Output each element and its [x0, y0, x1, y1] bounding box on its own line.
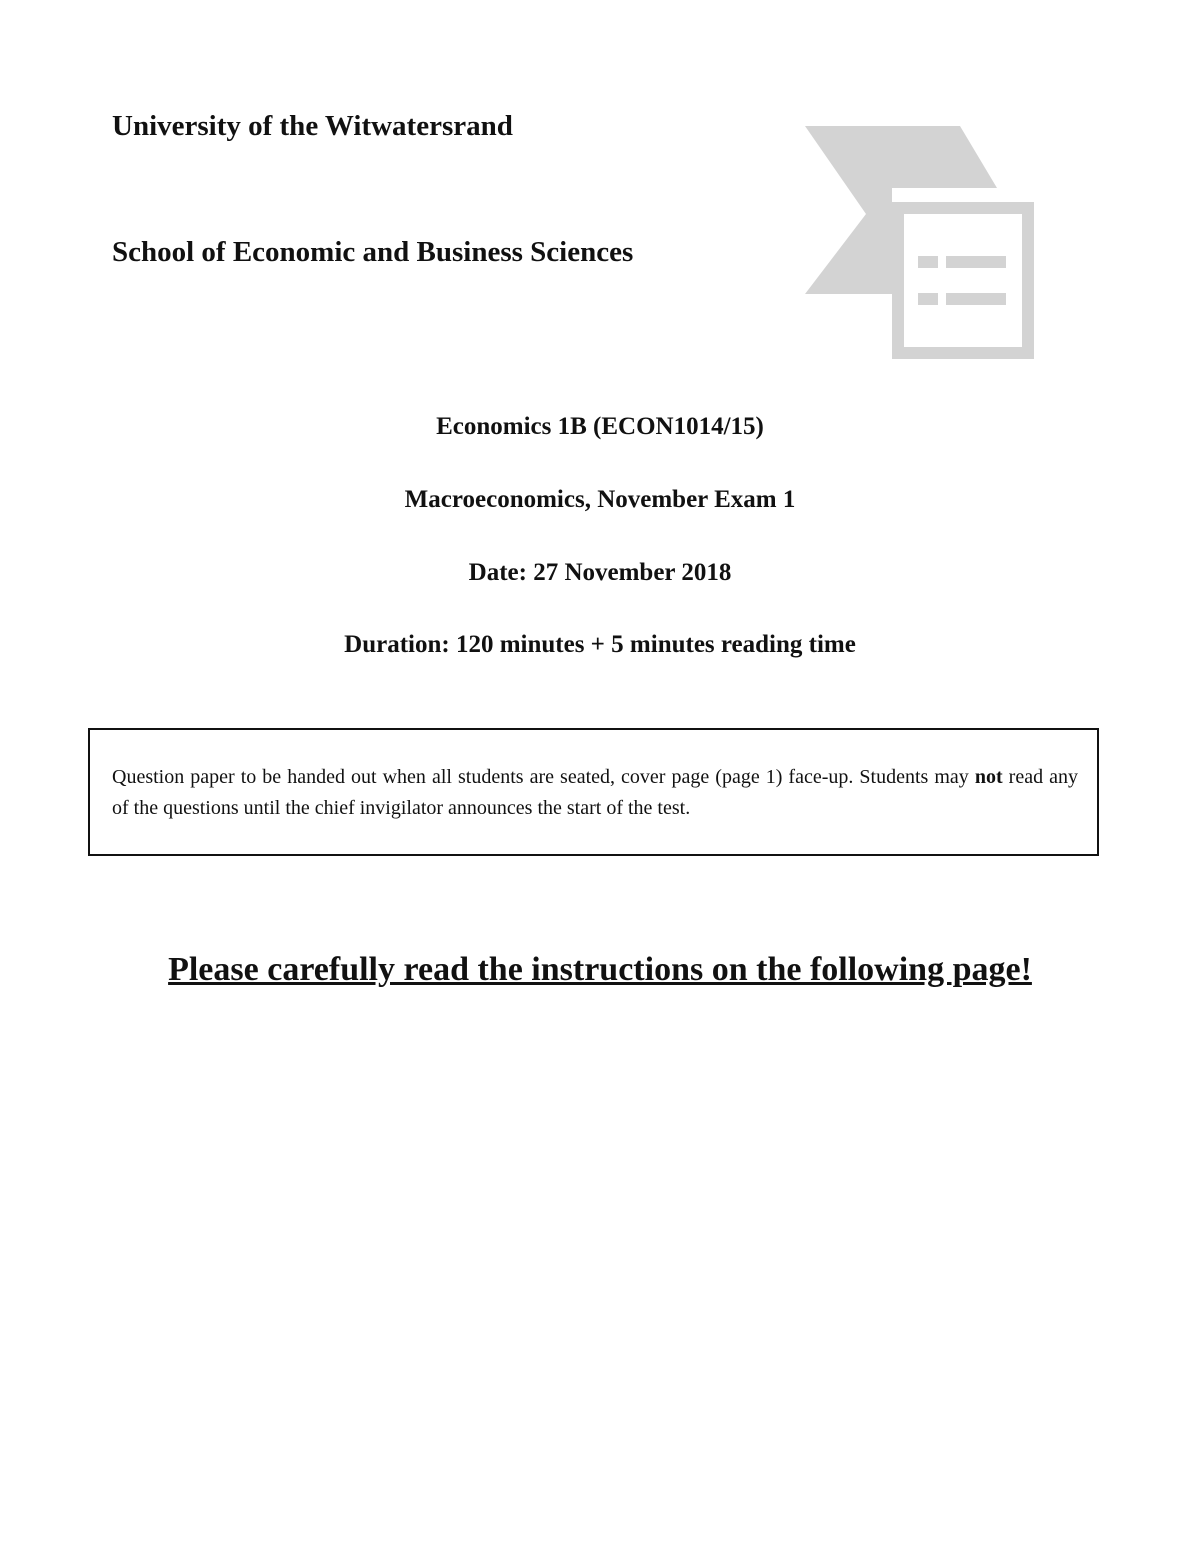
- notice-emphasis: not: [974, 766, 1003, 788]
- list-line-1: [946, 256, 1006, 268]
- list-bullet-2: [918, 293, 938, 305]
- instructions-reminder: Please carefully read the instructions on the following page!: [168, 951, 1032, 988]
- document-list-icon: [800, 122, 1040, 364]
- list-bullet-1: [918, 256, 938, 268]
- notice-text: [112, 762, 1078, 824]
- course-title: Economics 1B (ECON1014/15): [436, 413, 764, 440]
- university-name: University of the Witwatersrand: [112, 110, 513, 142]
- invigilator-notice-box: [88, 728, 1099, 856]
- notice-text-part2: read any of the questions until the chief invigilator announces the start of the test.: [112, 766, 1078, 819]
- exam-duration: Duration: 120 minutes + 5 minutes reading time: [344, 631, 856, 658]
- exam-title: Macroeconomics, November Exam 1: [404, 486, 796, 513]
- exam-date: Date: 27 November 2018: [468, 559, 732, 586]
- document-frame: [898, 208, 1028, 353]
- school-name: School of Economic and Business Sciences: [112, 236, 634, 268]
- notice-text-part1: Question paper to be handed out when all students are seated, cover page (page 1) face-up. Students may: [112, 766, 975, 788]
- list-line-2: [946, 293, 1006, 305]
